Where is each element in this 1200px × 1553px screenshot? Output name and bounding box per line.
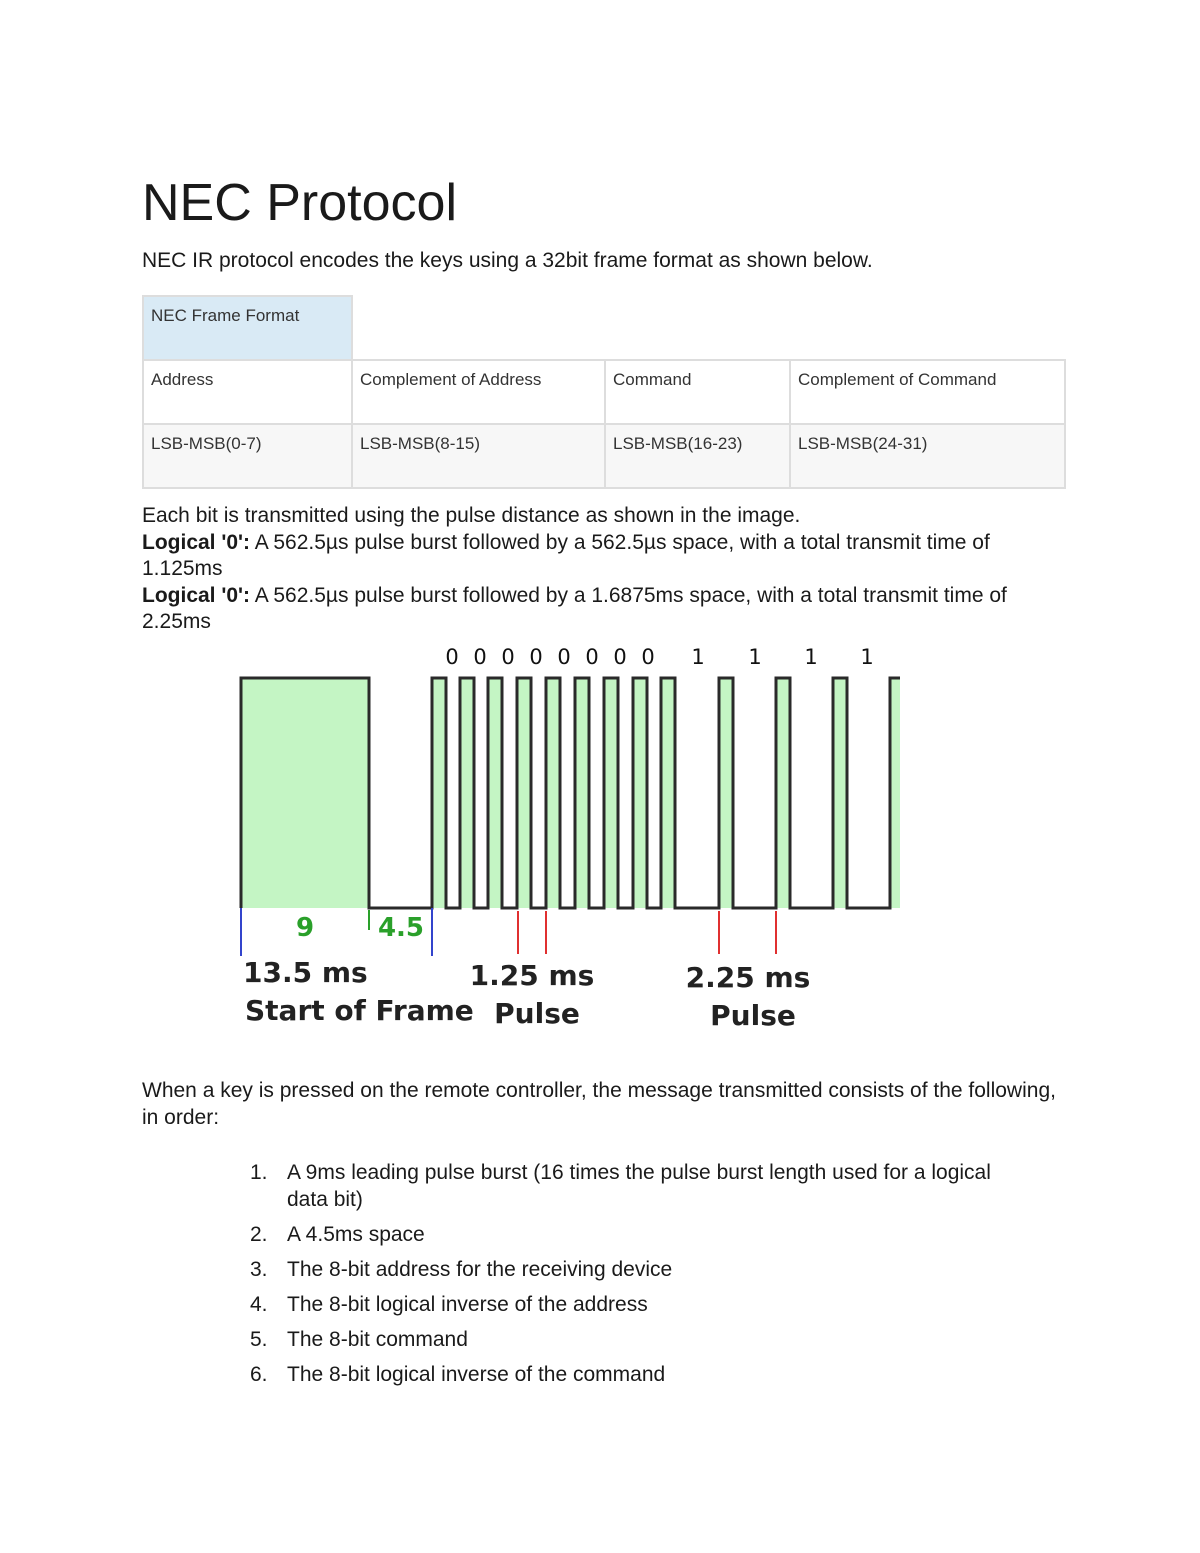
list-item: 5. The 8-bit command — [240, 1326, 1030, 1353]
table-row — [143, 424, 1065, 488]
bit-label: 1 — [691, 645, 705, 669]
pulse-description — [142, 503, 1062, 636]
pulse — [460, 678, 474, 908]
logical-zero-text: A 562.5µs pulse burst followed by a 562.5µs space, with a total transmit time of 1.125ms — [142, 530, 990, 580]
frame-format-table — [142, 295, 1066, 489]
list-item-text: The 8-bit logical inverse of the command — [287, 1363, 666, 1386]
nec-timing-diagram — [230, 638, 920, 1038]
pulse — [833, 678, 847, 908]
logical-one-text: A 562.5µs pulse burst followed by a 1.6875ms space, with a total transmit time of 2.25ms — [142, 583, 1007, 633]
bit-label: 0 — [529, 645, 543, 669]
message-intro: When a key is pressed on the remote controller, the message transmitted consists of the following, in order: — [142, 1079, 1056, 1129]
table-cell: Command — [605, 360, 790, 424]
start-frame-duration: 13.5 ms — [243, 956, 368, 989]
list-item: 4. The 8-bit logical inverse of the address — [240, 1291, 1030, 1318]
one-pulse-label: Pulse — [710, 999, 796, 1032]
list-item-text: The 8-bit logical inverse of the address — [287, 1293, 648, 1316]
bit-label: 0 — [445, 645, 459, 669]
pulse — [488, 678, 502, 908]
list-item-text: The 8-bit address for the receiving device — [287, 1258, 673, 1281]
list-item-text: A 9ms leading pulse burst (16 times the pulse burst length used for a logical data bit) — [287, 1161, 991, 1211]
table-cell: LSB-MSB(8-15) — [352, 424, 605, 488]
start-frame-label: Start of Frame — [245, 994, 474, 1027]
logical-one-label: Logical '0': — [142, 583, 251, 607]
space-duration-label: 4.5 — [377, 913, 425, 943]
description-line: Each bit is transmitted using the pulse distance as shown in the image. — [142, 504, 801, 527]
table-cell: Complement of Command — [790, 360, 1065, 424]
list-item: 2. A 4.5ms space — [240, 1221, 1030, 1248]
list-item-text: The 8-bit command — [287, 1328, 468, 1351]
bit-label: 1 — [804, 645, 818, 669]
bit-label: 0 — [613, 645, 627, 669]
bit-label: 0 — [585, 645, 599, 669]
bit-labels — [445, 645, 873, 669]
logical-zero-description — [142, 530, 1062, 583]
pulse — [719, 678, 733, 908]
bit-label: 0 — [641, 645, 655, 669]
table-row — [143, 360, 1065, 424]
table-cell: LSB-MSB(16-23) — [605, 424, 790, 488]
bit-label: 0 — [557, 645, 571, 669]
logical-zero-label: Logical '0': — [142, 530, 251, 554]
pulse — [776, 678, 790, 908]
pulse — [517, 678, 531, 908]
pulse — [546, 678, 560, 908]
pulse — [633, 678, 647, 908]
list-item: 1. A 9ms leading pulse burst (16 times the pulse burst length used for a logical data bit) — [240, 1159, 1030, 1213]
message-steps-list — [240, 1159, 1030, 1396]
one-pulse-duration: 2.25 ms — [685, 961, 811, 994]
pulse — [604, 678, 618, 908]
pulse — [432, 678, 446, 908]
table-cell: Address — [143, 360, 352, 424]
zero-pulse-duration: 1.25 ms — [469, 959, 595, 992]
list-item: 3. The 8-bit address for the receiving device — [240, 1256, 1030, 1283]
list-item-text: A 4.5ms space — [287, 1223, 425, 1246]
table-header-cell: NEC Frame Format — [143, 296, 352, 360]
zero-pulse-label: Pulse — [494, 997, 580, 1030]
bit-label: 0 — [501, 645, 515, 669]
bit-label: 1 — [748, 645, 762, 669]
intro-paragraph: NEC IR protocol encodes the keys using a 32bit frame format as shown below. — [142, 249, 873, 272]
burst-duration-label: 9 — [295, 913, 315, 943]
leading-pulse-burst — [241, 678, 369, 908]
table-cell: LSB-MSB(24-31) — [790, 424, 1065, 488]
pulse — [661, 678, 675, 908]
bit-label: 1 — [860, 645, 874, 669]
list-item: 6. The 8-bit logical inverse of the command — [240, 1361, 1030, 1388]
table-cell: Complement of Address — [352, 360, 605, 424]
table-cell: LSB-MSB(0-7) — [143, 424, 352, 488]
table-header-row — [143, 296, 1065, 360]
page-title: NEC Protocol — [142, 174, 457, 232]
bit-label: 0 — [473, 645, 487, 669]
pulse — [575, 678, 589, 908]
logical-one-description — [142, 583, 1062, 636]
